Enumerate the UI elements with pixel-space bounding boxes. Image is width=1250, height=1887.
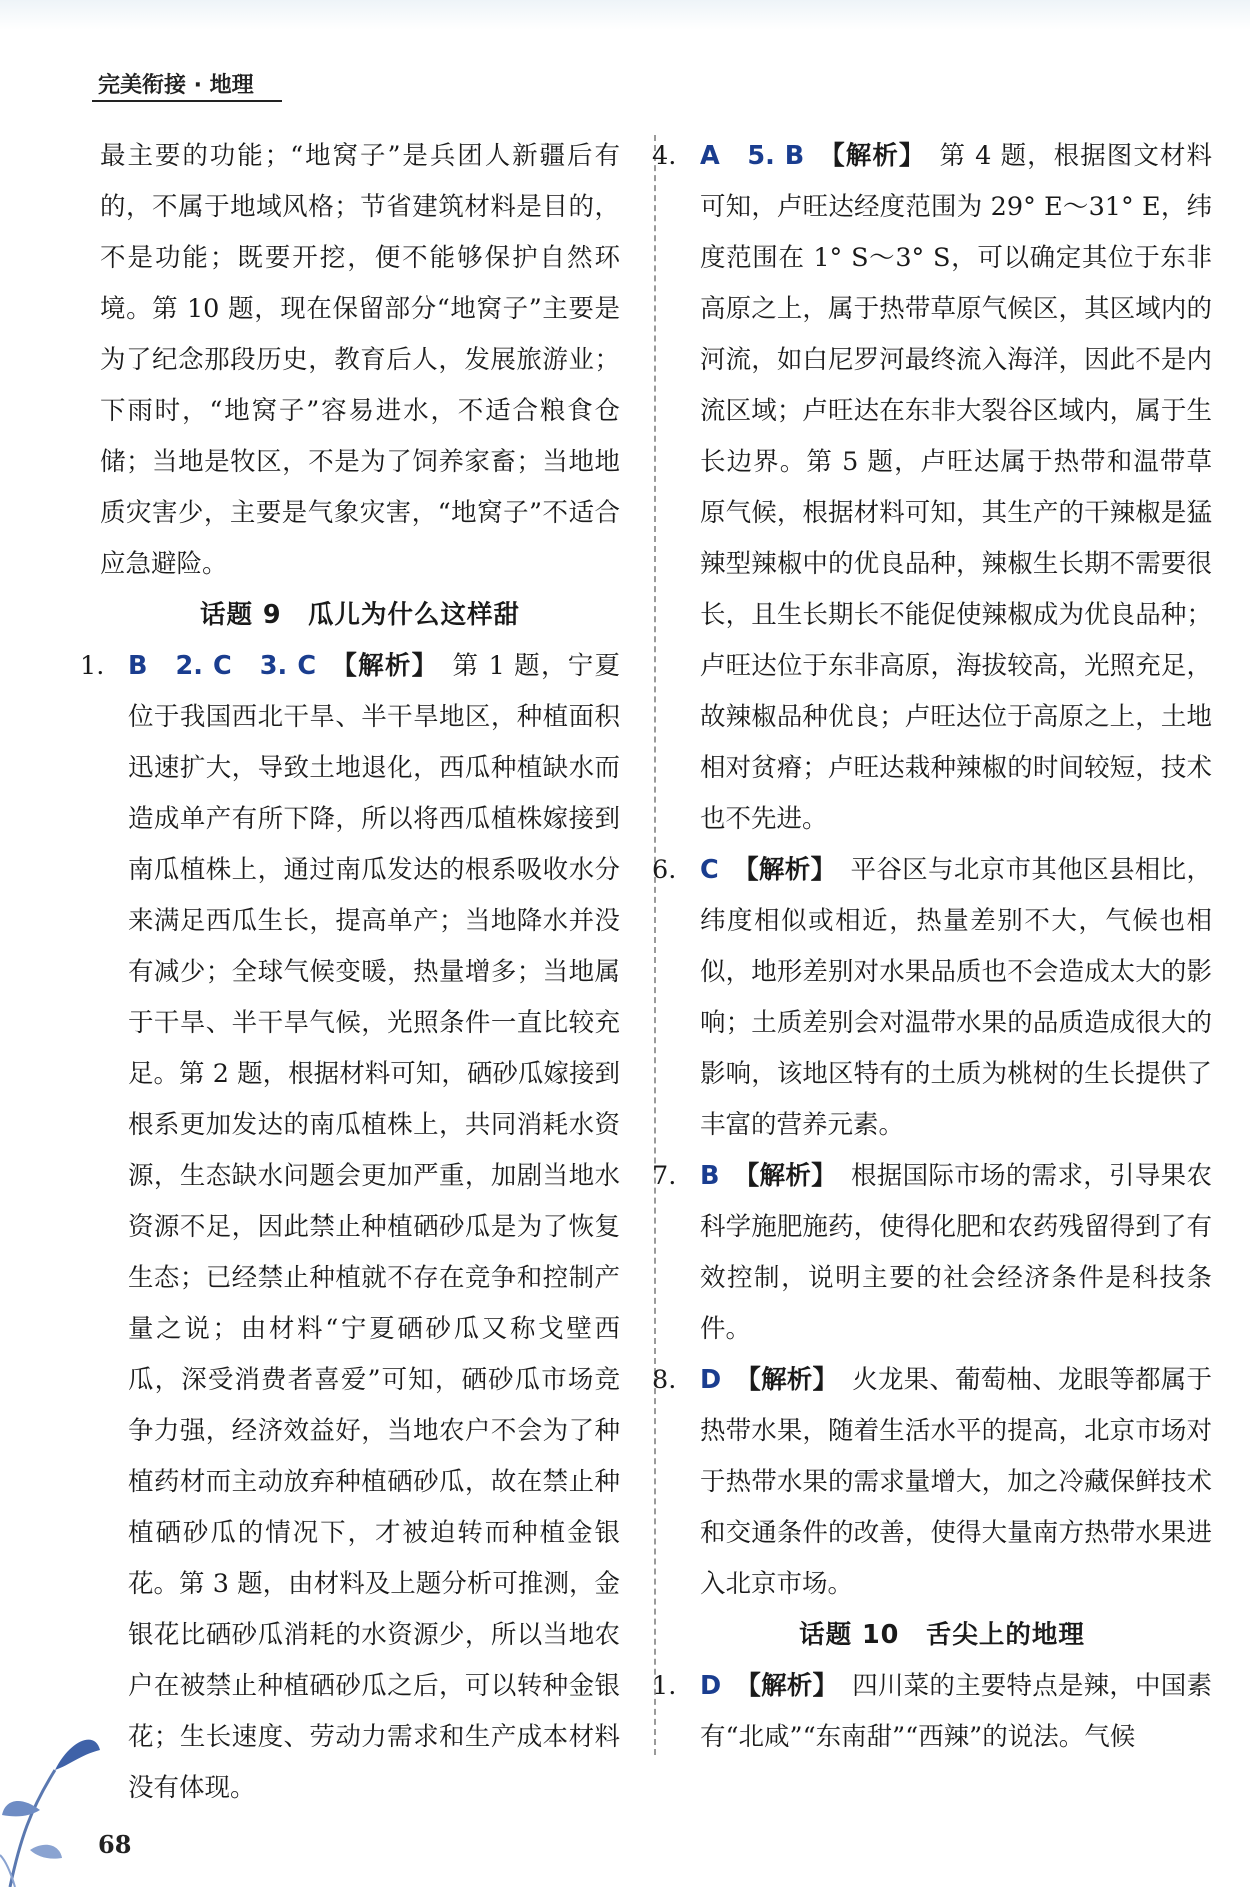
analysis-text: 第 1 题，宁夏位于我国西北干旱、半干旱地区，种植面积迅速扩大，导致土地退化，西瓜种植缺水而造成单产有所下降，所以将西瓜植株嫁接到南瓜植株上，通过南瓜发达的根系吸收水分来满足西瓜生长，提高单产；当地降水并没有减少；全球气候变暖，热量增多；当地属于干旱、半干旱气候，光照条件一直比较充足。第 2 题，根据材料可知，硒砂瓜嫁接到根系更加发达的南瓜植株上，共同消耗水资源，生态缺水问题会更加严重，加剧当地水资源不足，因此禁止种植硒砂瓜是为了恢复生态；已经禁止种植就不存在竞争和控制产量之说；由材料“宁夏硒砂瓜又称戈壁西瓜，深受消费者喜爱”可知，硒砂瓜市场竞争力强，经济效益好，当地农户不会为了种植药材而主动放弃种植硒砂瓜，故在禁止种植硒砂瓜的情况下，才被迫转而种植金银花。第 3 题，由材料及上题分析可推测，金银花比硒砂瓜消耗的水资源少，所以当地农户在被禁止种植硒砂瓜之后，可以转种金银花；生长速度、劳动力需求和生产成本材料没有体现。	[128, 651, 620, 1803]
answer-item-7	[652, 1151, 1212, 1355]
answer-item-6	[652, 845, 1212, 1151]
paragraph-continued: 最主要的功能；“地窝子”是兵团人新疆后有的，不属于地域风格；节省建筑材料是目的，不是功能；既要开挖，便不能够保护自然环境。第 10 题，现在保留部分“地窝子”主要是为了纪念那段历史，教育后人，发展旅游业；下雨时，“地窝子”容易进水，不适合粮食仓储；当地是牧区，不是为了饲养家畜；当地地质灾害少，主要是气象灾害，“地窝子”不适合应急避险。	[100, 141, 620, 579]
analysis-tag: 【解析】	[818, 141, 926, 171]
page-number: 68	[98, 1830, 132, 1859]
item-number: 6.	[652, 855, 677, 885]
top-band	[0, 0, 1250, 30]
topic-heading-10: 话题 10 舌尖上的地理	[799, 1620, 1085, 1650]
right-column	[652, 131, 1212, 1763]
header-rule	[92, 100, 282, 102]
column-divider	[654, 135, 656, 1755]
item-number: 4.	[652, 141, 677, 171]
answer-item-10-1	[652, 1661, 1212, 1763]
running-header: 完美衔接 · 地理	[98, 73, 254, 98]
left-column	[80, 131, 620, 1814]
analysis-text: 火龙果、葡萄柚、龙眼等都属于热带水果，随着生活水平的提高，北京市场对于热带水果的需求量增大，加之冷藏保鲜技术和交通条件的改善，使得大量南方热带水果进入北京市场。	[700, 1365, 1212, 1599]
answer-key: C	[700, 855, 719, 885]
answer-key: D	[700, 1671, 722, 1701]
item-number: 7.	[652, 1161, 677, 1191]
analysis-text: 第 4 题，根据图文材料可知，卢旺达经度范围为 29° E～31° E，纬度范围在 1° S～3° S，可以确定其位于东非高原之上，属于热带草原气候区，其区域内的河流，如白尼罗河最终流入海洋，因此不是内流区域；卢旺达在东非大裂谷区域内，属于生长边界。第 5 题，卢旺达属于热带和温带草原气候，根据材料可知，其生产的干辣椒是猛辣型辣椒中的优良品种，辣椒生长期不需要很长，且生长期长不能促使辣椒成为优良品种；卢旺达位于东非高原，海拔较高，光照充足，故辣椒品种优良；卢旺达位于高原之上，土地相对贫瘠；卢旺达栽种辣椒的时间较短，技术也不先进。	[700, 141, 1212, 834]
answer-key: D	[700, 1365, 722, 1395]
answer-key: B	[700, 1161, 720, 1191]
answer-item-8	[652, 1355, 1212, 1610]
item-number: 1.	[652, 1671, 677, 1701]
analysis-text: 根据国际市场的需求，引导果农科学施肥施药，使得化肥和农药残留得到了有效控制，说明主要的社会经济条件是科技条件。	[700, 1161, 1212, 1344]
answer-key: A 5. B	[700, 141, 805, 171]
analysis-text: 平谷区与北京市其他区县相比，纬度相似或相近，热量差别不大，气候也相似，地形差别对水果品质也不会造成太大的影响；土质差别会对温带水果的品质造成很大的影响，该地区特有的土质为桃树的生长提供了丰富的营养元素。	[700, 855, 1212, 1140]
analysis-text: 四川菜的主要特点是辣，中国素有“北咸”“东南甜”“西辣”的说法。气候	[700, 1671, 1212, 1752]
analysis-tag: 【解析】	[735, 1365, 839, 1395]
topic-heading-9: 话题 9 瓜儿为什么这样甜	[199, 600, 521, 630]
answer-key: B 2. C 3. C	[128, 651, 317, 681]
item-number: 1.	[80, 651, 105, 681]
analysis-tag: 【解析】	[330, 651, 439, 681]
analysis-tag: 【解析】	[735, 1671, 839, 1701]
item-number: 8.	[652, 1365, 677, 1395]
analysis-tag: 【解析】	[733, 1161, 837, 1191]
answer-item-1	[80, 641, 620, 1814]
analysis-tag: 【解析】	[732, 855, 837, 885]
orchid-decoration-icon	[0, 1700, 110, 1887]
answer-item-4	[652, 131, 1212, 845]
